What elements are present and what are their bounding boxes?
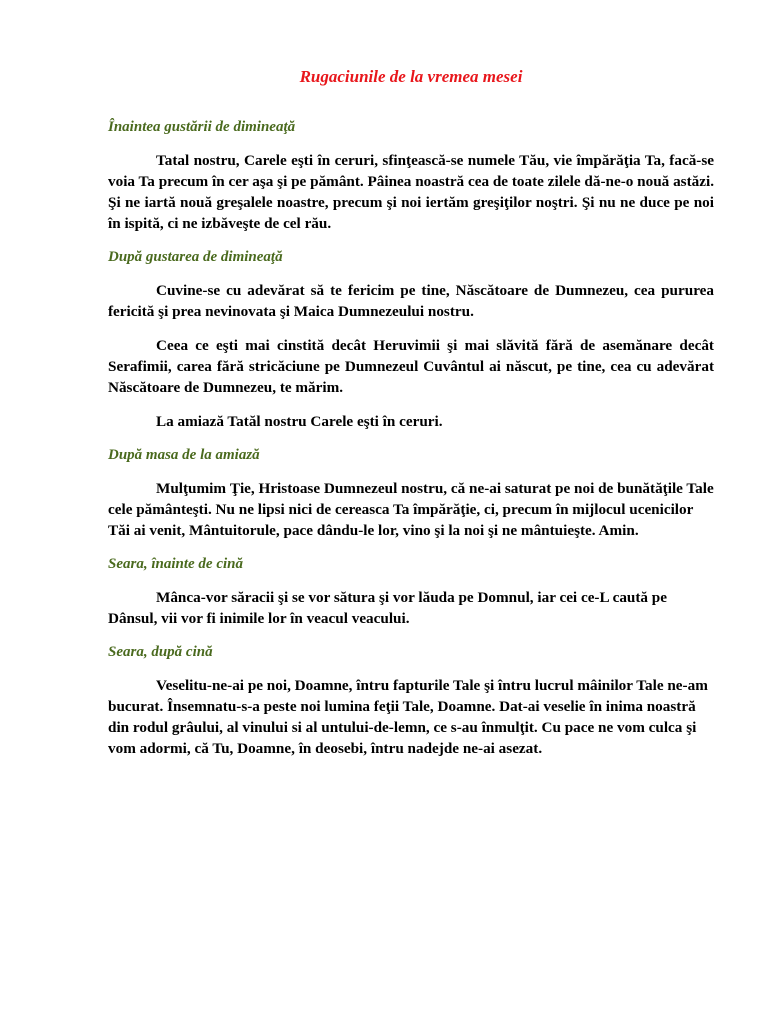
- section-before-dinner: [108, 554, 714, 629]
- document-title: Rugaciunile de la vremea mesei: [299, 67, 523, 86]
- document-page: [108, 66, 714, 772]
- prayer-paragraph: Cuvine-se cu adevărat să te fericim pe tine, Născătoare de Dumnezeu, cea pururea fericită şi prea nevinovata şi Maica Dumnezeului nostru.: [108, 282, 714, 320]
- prayer-paragraph: Veselitu-ne-ai pe noi, Doamne, întru fapturile Tale şi întru lucrul mâinilor Tale ne-am bucurat. Însemnatu-s-a peste noi lumina feţii Tale, Doamne. Dat-ai veselie în inima noastră din rodul grâului, al vinului si al untului-de-lemn, ce s-au înmulţit. Cu pace ne vom culca şi vom adormi, că Tu, Doamne, în deosebi, întru nadejde ne-ai asezat.: [108, 677, 708, 757]
- section-after-dinner: [108, 642, 714, 759]
- prayer-paragraph: Mulţumim Ţie, Hristoase Dumnezeul nostru, că ne-ai saturat pe noi de bunătăţile Tale cele pământeşti. Nu ne lipsi nici de cereasca Ta împărăţie, ci, precum în mijlocul ucenicilor Tăi ai venit, Mântuitorule, pace dându-le lor, vino şi la noi şi ne mântuieşte. Amin.: [108, 480, 714, 539]
- section-after-lunch: [108, 445, 714, 541]
- section-heading: Seara, înainte de cină: [108, 556, 244, 572]
- section-heading: După masa de la amiază: [108, 447, 260, 463]
- section-before-breakfast: [108, 117, 714, 234]
- prayer-paragraph: Mânca-vor săracii şi se vor sătura şi vor lăuda pe Domnul, iar cei ce-L caută pe Dânsul, vii vor fi inimile lor în veacul veacului.: [108, 589, 667, 627]
- prayer-paragraph: La amiază Tatăl nostru Carele eşti în ceruri.: [156, 413, 443, 430]
- section-heading: După gustarea de dimineaţă: [108, 249, 283, 265]
- section-heading: Seara, după cină: [108, 644, 213, 660]
- prayer-paragraph: Ceea ce eşti mai cinstită decât Heruvimii şi mai slăvită fără de asemănare decât Serafimii, carea fără stricăciune pe Dumnezeul Cuvântul ai născut, pe tine, cea cu adevărat Născătoare de Dumnezeu, te mărim.: [108, 337, 714, 396]
- prayer-paragraph: Tatal nostru, Carele eşti în ceruri, sfinţească-se numele Tău, vie împărăţia Ta, facă-se voia Ta precum în cer aşa şi pe pământ. Pâinea noastră cea de toate zilele dă-ne-o nouă astăzi. Şi ne iartă nouă greşalele noastre, precum şi noi iertăm greşiţilor noştri. Şi nu ne duce pe noi în ispită, ci ne izbăveşte de cel rău.: [108, 152, 714, 232]
- section-after-breakfast: [108, 247, 714, 432]
- section-heading: Înaintea gustării de dimineaţă: [108, 119, 296, 135]
